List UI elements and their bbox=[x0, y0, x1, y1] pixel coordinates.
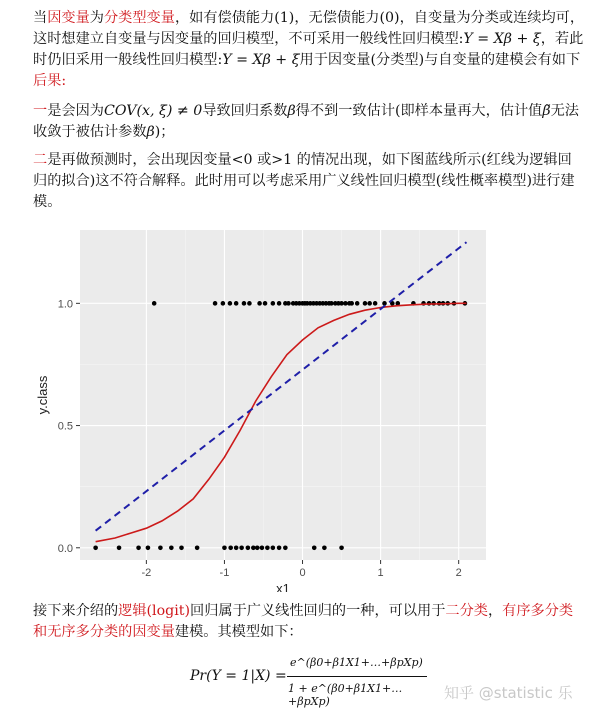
highlight-consequences: 后果 bbox=[33, 73, 62, 89]
data-point-y0 bbox=[265, 545, 270, 550]
data-point-y1 bbox=[349, 301, 354, 306]
paragraph-consequence-one: 一是会因为COV(x, ξ) ≠ 0导致回归系数β得不到一致估计(即样本量再大，估计值β̃无法收敛于被估计参数β)； bbox=[33, 103, 579, 140]
highlight-multiclass: 有序多分类和无序多分类的 bbox=[33, 603, 574, 640]
plot-panel bbox=[80, 230, 486, 560]
data-point-y1 bbox=[221, 301, 226, 306]
highlight-one: 一 bbox=[33, 103, 48, 119]
data-point-y0 bbox=[271, 545, 276, 550]
highlight-logit: 逻辑(logit) bbox=[118, 603, 190, 619]
formula-lhs: Pr(Y = 1|X) = bbox=[190, 668, 287, 684]
data-point-y1 bbox=[152, 301, 157, 306]
data-point-y1 bbox=[242, 301, 247, 306]
data-point-y0 bbox=[195, 545, 200, 550]
data-point-y0 bbox=[136, 545, 141, 550]
data-point-y0 bbox=[158, 545, 163, 550]
x-tick-label: -2 bbox=[141, 567, 152, 579]
data-point-y0 bbox=[312, 545, 317, 550]
x-tick-label: 1 bbox=[377, 567, 384, 579]
data-point-y1 bbox=[277, 301, 282, 306]
data-point-y1 bbox=[257, 301, 262, 306]
logit-vs-linear-chart bbox=[30, 222, 500, 592]
paragraph-problem-statement: 当因变量为分类型变量，如有偿债能力(1)，无偿债能力(0)，自变量为分类或连续均可，这时想建立自变量与因变量的回归模型，不可采用一般线性回归模型:Y = Xβ + ξ，若此时仍旧采用一般线性回归模型:Y = Xβ + ξ用于因变量(分类型)与自变量的建模会有如下后果: bbox=[33, 10, 585, 89]
data-point-y1 bbox=[234, 301, 239, 306]
highlight-dependent-variable-2: 因变量 bbox=[132, 624, 175, 640]
x-axis-title: x1 bbox=[276, 581, 290, 592]
logit-formula bbox=[190, 652, 430, 708]
x-tick-label: 0 bbox=[299, 567, 306, 579]
highlight-two: 二 bbox=[33, 152, 48, 168]
math-linear-model: Y = Xβ + ξ bbox=[463, 31, 541, 47]
data-point-y0 bbox=[239, 545, 244, 550]
formula-denominator: 1 + e^(β0+β1X1+…+βpXp) bbox=[288, 682, 403, 708]
data-point-y0 bbox=[93, 545, 98, 550]
data-point-y0 bbox=[179, 545, 184, 550]
data-point-y0 bbox=[246, 545, 251, 550]
paragraph-logit-intro: 接下来介绍的逻辑(logit)回归属于广义线性回归的一种，可以用于二分类，有序多分类和无序多分类的因变量建模。其模型如下： bbox=[33, 603, 574, 640]
highlight-dependent-variable: 因变量 bbox=[47, 10, 90, 26]
data-point-y1 bbox=[355, 301, 360, 306]
highlight-binary: 二分类 bbox=[445, 603, 488, 619]
data-point-y1 bbox=[363, 301, 368, 306]
data-point-y0 bbox=[322, 545, 327, 550]
data-point-y1 bbox=[213, 301, 218, 306]
math-linear-model-2: Y = Xβ + ξ bbox=[222, 52, 300, 68]
x-tick-label: 2 bbox=[455, 567, 462, 579]
data-point-y0 bbox=[255, 545, 260, 550]
data-point-y1 bbox=[373, 301, 378, 306]
data-point-y0 bbox=[339, 545, 344, 550]
data-point-y0 bbox=[222, 545, 227, 550]
highlight-categorical-variable: 分类型变量 bbox=[103, 10, 175, 26]
fraction-bar bbox=[287, 676, 427, 677]
data-point-y0 bbox=[169, 545, 174, 550]
data-point-y1 bbox=[228, 301, 233, 306]
watermark: 知乎 @statistic 乐 bbox=[444, 684, 573, 702]
data-point-y0 bbox=[146, 545, 151, 550]
formula-numerator: e^(β0+β1X1+…+βpXp) bbox=[290, 656, 423, 669]
data-point-y0 bbox=[228, 545, 233, 550]
data-point-y0 bbox=[283, 545, 288, 550]
data-point-y0 bbox=[234, 545, 239, 550]
paragraph-consequence-two: 二是再做预测时，会出现因变量<0 或>1 的情况出现，如下图蓝线所示(红线为逻辑回归的拟合)这不符合解释。此时用可以考虑采用广义线性回归模型(线性概率模型)进行建模。 bbox=[33, 152, 575, 210]
data-point-y1 bbox=[247, 301, 252, 306]
data-point-y1 bbox=[271, 301, 276, 306]
y-tick-label: 0.5 bbox=[57, 420, 73, 433]
y-tick-label: 1.0 bbox=[57, 298, 73, 311]
math-cov: COV(x, ξ) ≠ 0 bbox=[103, 103, 203, 119]
y-axis-title: y.class bbox=[35, 375, 50, 415]
data-point-y1 bbox=[367, 301, 372, 306]
data-point-y1 bbox=[263, 301, 268, 306]
x-tick-label: -1 bbox=[219, 567, 230, 579]
data-point-y0 bbox=[277, 545, 282, 550]
data-point-y1 bbox=[286, 301, 291, 306]
y-tick-label: 0.0 bbox=[57, 542, 73, 555]
data-point-y0 bbox=[117, 545, 122, 550]
data-point-y0 bbox=[260, 545, 265, 550]
